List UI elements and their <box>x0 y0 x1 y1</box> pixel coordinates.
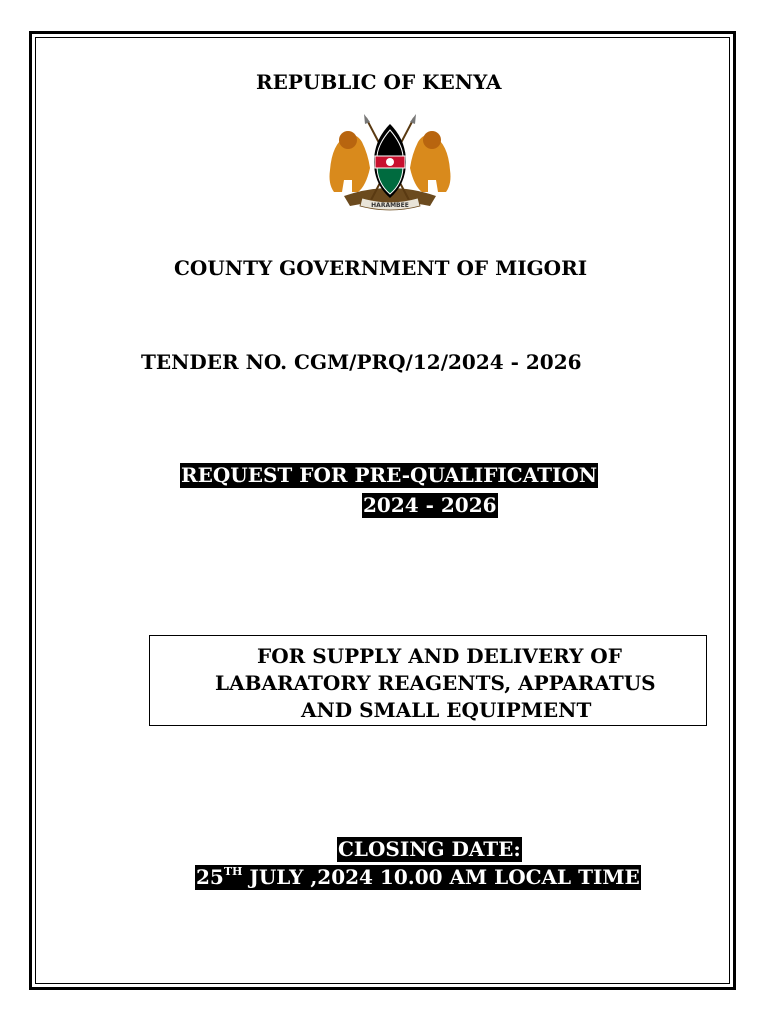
closing-date-rest: JULY ,2024 10.00 AM LOCAL TIME <box>249 865 640 889</box>
purpose-line3: AND SMALL EQUIPMENT <box>301 698 592 722</box>
county-heading: COUNTY GOVERNMENT OF MIGORI <box>174 256 588 280</box>
closing-date-value <box>195 865 641 890</box>
closing-day: 25 <box>196 865 224 889</box>
purpose-line1: FOR SUPPLY AND DELIVERY OF <box>257 644 622 668</box>
country-heading: REPUBLIC OF KENYA <box>256 70 502 94</box>
request-title-line1: REQUEST FOR PRE-QUALIFICATION <box>181 463 598 487</box>
request-title-line2: 2024 - 2026 <box>363 493 497 517</box>
kenya-coat-of-arms-icon <box>326 110 454 212</box>
purpose-line2: LABARATORY REAGENTS, APPARATUS <box>215 671 656 695</box>
closing-date-label: CLOSING DATE: <box>338 837 521 861</box>
purpose-box <box>149 635 707 726</box>
tender-number: TENDER NO. CGM/PRQ/12/2024 - 2026 <box>141 350 582 374</box>
coat-motto: HARAMBEE <box>371 202 409 209</box>
closing-day-suffix: TH <box>223 865 243 878</box>
